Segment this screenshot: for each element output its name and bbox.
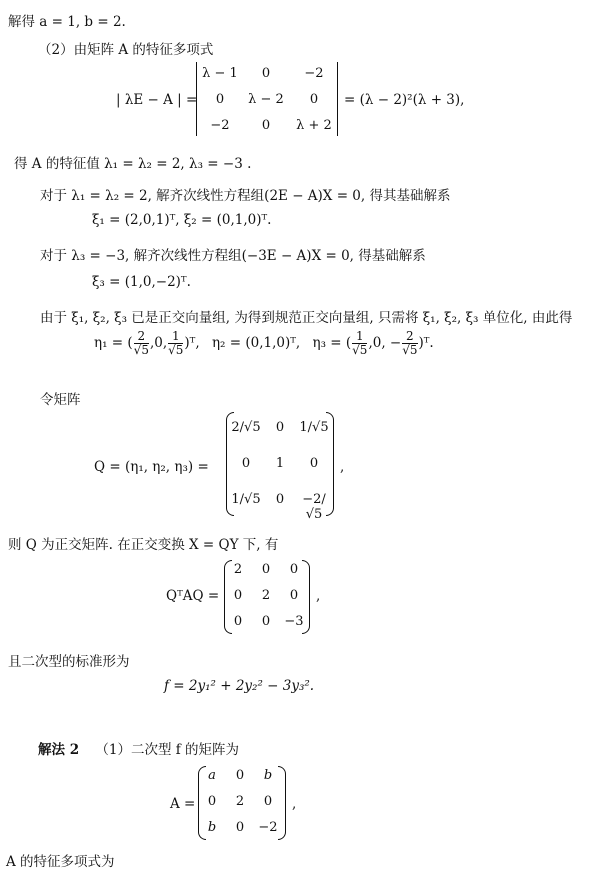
numerator: 2	[134, 330, 149, 344]
diag-cell: 0	[261, 562, 271, 577]
eta3-mid: ,0, −	[368, 335, 402, 352]
det-cell: 0	[261, 118, 271, 133]
q-lhs: Q = (η₁, η₂, η₃) =	[94, 459, 209, 475]
det-right-bar	[337, 62, 338, 136]
a-cell: 0	[235, 768, 245, 783]
det-cell: λ − 2	[248, 92, 284, 107]
diag-cell: 0	[289, 562, 299, 577]
diag-cell: 0	[261, 614, 271, 629]
q-cell: −2/√5	[302, 492, 326, 522]
a-cell: 0	[235, 820, 245, 835]
eta3-open: η₃ = (	[312, 335, 352, 352]
det-rhs: = (λ − 2)²(λ + 3),	[344, 92, 465, 108]
diag-cell: 2	[261, 588, 271, 603]
diag-cell: 0	[233, 614, 243, 629]
det-cell: −2	[304, 66, 324, 81]
line-solve-lambda12: 对于 λ₁ = λ₂ = 2, 解齐次线性方程组(2E − A)X = 0, 得其基础解系	[40, 188, 451, 204]
line-let-matrix: 令矩阵	[40, 392, 81, 408]
line-solve-lambda3: 对于 λ₃ = −3, 解齐次线性方程组(−3E − A)X = 0, 得基础解系	[40, 248, 426, 264]
det-cell: −2	[210, 118, 230, 133]
a-cell: b	[207, 820, 217, 835]
det-cell: 0	[309, 92, 319, 107]
line-f-standard: f = 2y₁² + 2y₂² − 3y₃².	[164, 678, 315, 694]
q-comma: ,	[340, 459, 345, 475]
denominator: √5	[402, 343, 418, 358]
q-matrix	[226, 412, 334, 522]
q-cell: 1	[275, 456, 285, 471]
line-char-poly-intro: （2）由矩阵 A 的特征多项式	[38, 42, 214, 58]
line-solve-ab: 解得 a = 1, b = 2.	[8, 14, 126, 30]
q-cell: 2/√5	[231, 420, 261, 435]
eta1-close: )ᵀ,	[184, 335, 200, 352]
line-standard-form: 且二次型的标准形为	[8, 654, 130, 670]
a-cell: 2	[235, 794, 245, 809]
a-cell: b	[263, 768, 273, 783]
a-matrix	[198, 766, 286, 840]
q-cell: 0	[241, 456, 251, 471]
eta1-mid: ,0,	[149, 335, 168, 352]
det-cell: 0	[261, 66, 271, 81]
a-lhs: A =	[170, 796, 196, 812]
det-lhs: | λE − A | =	[116, 92, 198, 108]
eta-vectors	[94, 330, 434, 357]
det-left-bar	[196, 62, 197, 136]
eta2: η₂ = (0,1,0)ᵀ,	[211, 335, 301, 352]
fraction	[352, 330, 367, 357]
line-xi12: ξ₁ = (2,0,1)ᵀ, ξ₂ = (0,1,0)ᵀ.	[92, 212, 272, 228]
det-matrix	[196, 62, 338, 136]
fraction	[134, 330, 149, 357]
line-normalize: 由于 ξ₁, ξ₂, ξ₃ 已是正交向量组, 为得到规范正交向量组, 只需将 ξ₁, ξ₂, ξ₃ 单位化, 由此得	[40, 310, 573, 326]
diag-cell: −3	[284, 614, 304, 629]
a-comma: ,	[292, 796, 297, 812]
method2-text: （1）二次型 f 的矩阵为	[95, 742, 240, 758]
a-cell: 0	[263, 794, 273, 809]
diag-matrix	[224, 560, 310, 634]
line-xi3: ξ₃ = (1,0,−2)ᵀ.	[92, 274, 191, 290]
method2-label: 解法 2	[38, 742, 80, 758]
denominator: √5	[352, 343, 368, 358]
denominator: √5	[168, 343, 184, 358]
eta3-close: )ᵀ.	[418, 335, 434, 352]
numerator: 1	[168, 330, 183, 344]
diag-cell: 0	[233, 588, 243, 603]
numerator: 1	[352, 330, 367, 344]
denominator: √5	[133, 343, 149, 358]
method2-header	[38, 738, 239, 758]
det-cell: λ − 1	[202, 66, 238, 81]
q-cell: 0	[275, 492, 285, 507]
diag-cell: 2	[233, 562, 243, 577]
diag-comma: ,	[316, 588, 321, 604]
numerator: 2	[402, 330, 417, 344]
q-cell: 1/√5	[231, 492, 261, 507]
eta1-open: η₁ = (	[94, 335, 133, 352]
line-orthogonal: 则 Q 为正交矩阵. 在正交变换 X = QY 下, 有	[8, 537, 279, 553]
det-cell: 0	[215, 92, 225, 107]
a-cell: a	[208, 768, 216, 783]
q-cell: 0	[309, 456, 319, 471]
qtaq-lhs: QᵀAQ =	[166, 588, 220, 604]
q-cell: 1/√5	[299, 420, 329, 435]
a-cell: 0	[207, 794, 217, 809]
line-a-char-poly: A 的特征多项式为	[6, 854, 115, 870]
line-eigenvalues: 得 A 的特征值 λ₁ = λ₂ = 2, λ₃ = −3 .	[14, 156, 252, 172]
a-cell: −2	[258, 820, 278, 835]
fraction	[168, 330, 183, 357]
fraction	[402, 330, 417, 357]
q-cell: 0	[275, 420, 285, 435]
det-cell: λ + 2	[296, 118, 332, 133]
diag-cell: 0	[289, 588, 299, 603]
